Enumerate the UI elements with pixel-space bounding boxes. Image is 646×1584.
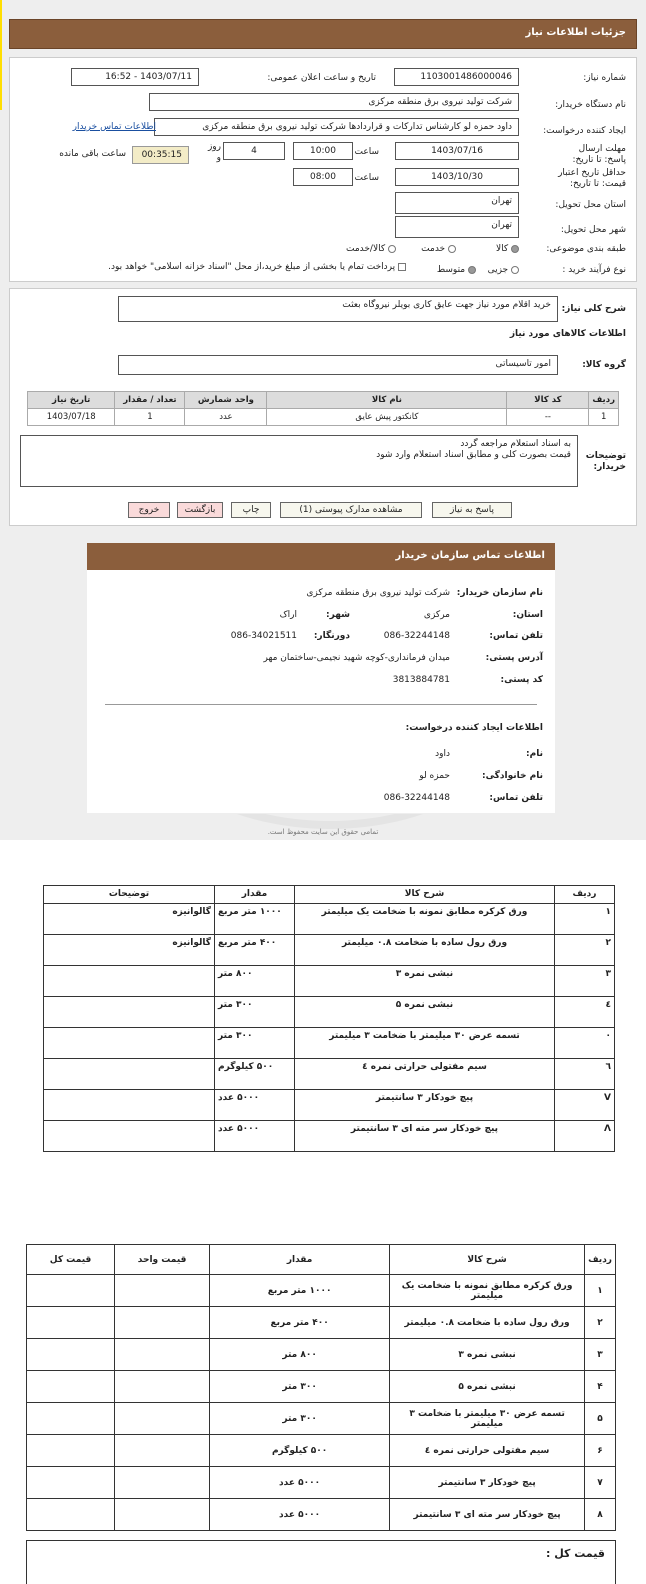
- cell[interactable]: [27, 1435, 115, 1467]
- cell: نبشی نمره ۳: [390, 1339, 585, 1371]
- contact-title: اطلاعات تماس سازمان خریدار: [87, 543, 555, 570]
- table-row: [44, 997, 615, 1028]
- table-row: [27, 1403, 616, 1435]
- cell: ۱: [555, 904, 615, 935]
- table-row: [27, 1371, 616, 1403]
- cell: کانکتور پیش عایق: [267, 409, 507, 426]
- cell[interactable]: [115, 1467, 210, 1499]
- cell: ۸۰۰ متر: [210, 1339, 390, 1371]
- cell: ٤: [555, 997, 615, 1028]
- process-medium-radio[interactable]: [468, 266, 476, 274]
- edge-marker: [0, 0, 2, 110]
- cell: ۲: [585, 1307, 616, 1339]
- days-field[interactable]: 4: [223, 142, 285, 160]
- cell: ۱۰۰۰ متر مربع: [215, 904, 295, 935]
- cell: [44, 1059, 215, 1090]
- price-table: [26, 1244, 616, 1531]
- min-time-label: ساعت: [354, 173, 379, 183]
- name-label: نام:: [526, 749, 543, 759]
- province-label: استان محل تحویل:: [555, 200, 626, 210]
- cell[interactable]: [27, 1339, 115, 1371]
- cell[interactable]: [115, 1435, 210, 1467]
- deadline-date-field[interactable]: 1403/07/16: [395, 142, 519, 160]
- name-value: داود: [435, 749, 450, 759]
- province-field[interactable]: تهران: [395, 192, 519, 214]
- summary-label: شرح کلی نیاز:: [561, 304, 626, 314]
- cell[interactable]: [115, 1403, 210, 1435]
- cell: ۸: [585, 1499, 616, 1531]
- cell: ۳۰۰ متر: [215, 997, 295, 1028]
- cell: ۶: [585, 1435, 616, 1467]
- cell: نبشی نمره ۵: [390, 1371, 585, 1403]
- category-both-label: کالا/خدمت: [345, 244, 386, 254]
- category-service-label: خدمت: [421, 244, 446, 254]
- min-time-field[interactable]: 08:00: [293, 168, 353, 186]
- min-date-label: حداقل تاریخ اعتبار قیمت: تا تاریخ:: [558, 168, 626, 189]
- cell: 1403/07/18: [28, 409, 115, 426]
- cell: ۴۰۰ متر مربع: [215, 935, 295, 966]
- cell: ورق کرکره مطابق نمونه با ضخامت یک میلیمتر: [295, 904, 555, 935]
- items-col-qty: تعداد / مقدار: [115, 392, 185, 409]
- province-label: استان:: [512, 610, 543, 620]
- address-value: میدان فرمانداری-کوچه شهید نجیمی-ساختمان مهر: [263, 653, 450, 663]
- cell: 1: [589, 409, 619, 426]
- price-col-desc: شرح کالا: [390, 1245, 585, 1275]
- price-col-total: قیمت کل: [27, 1245, 115, 1275]
- table-row: [27, 1275, 616, 1307]
- cell: نبشی نمره ۳: [295, 966, 555, 997]
- province-value: مرکزی: [423, 610, 450, 620]
- cell: سیم مفتولی حرارتی نمره ٤: [295, 1059, 555, 1090]
- print-button[interactable]: چاپ: [231, 502, 271, 518]
- cell[interactable]: [27, 1275, 115, 1307]
- city-value: اراک: [279, 610, 297, 620]
- exit-button[interactable]: خروج: [128, 502, 170, 518]
- buyer-contact-card: [86, 542, 556, 814]
- days-label: روز و: [207, 142, 221, 163]
- fax-label: دورنگار:: [313, 631, 350, 641]
- cell: [44, 997, 215, 1028]
- back-button[interactable]: بازگشت: [177, 502, 223, 518]
- remaining-time: 00:35:15: [132, 146, 189, 164]
- cell: --: [507, 409, 589, 426]
- need-no-field[interactable]: 1103001486000046: [394, 68, 519, 86]
- cell: ۰: [555, 1028, 615, 1059]
- cell[interactable]: [115, 1307, 210, 1339]
- cell: ۳۰۰ متر: [215, 1028, 295, 1059]
- phone-label: تلفن تماس:: [489, 631, 543, 641]
- spec-col-row: ردیف: [555, 886, 615, 904]
- creator-phone-value: 086-32244148: [383, 793, 450, 803]
- cell: پیچ خودکار ۳ سانتیمتر: [295, 1090, 555, 1121]
- cell: ۸۰۰ متر: [215, 966, 295, 997]
- cell: ۵۰۰ کیلوگرم: [210, 1435, 390, 1467]
- table-row: [27, 1307, 616, 1339]
- cell: ۵۰۰۰ عدد: [215, 1090, 295, 1121]
- cell[interactable]: [115, 1339, 210, 1371]
- cell: ٦: [555, 1059, 615, 1090]
- group-field[interactable]: امور تاسیساتی: [118, 355, 558, 375]
- category-label: طبقه بندی موضوعی:: [546, 244, 626, 254]
- buyer-notes-field[interactable]: [20, 435, 578, 487]
- cell: ۳۰۰ متر: [210, 1371, 390, 1403]
- buyer-label: نام دستگاه خریدار:: [555, 100, 626, 110]
- table-row: [44, 935, 615, 966]
- page-header: جزئیات اطلاعات نیاز: [9, 19, 637, 49]
- need-details-panel: [9, 57, 637, 282]
- buyer-notes-line1: به اسناد استعلام مراجعه گردد: [460, 439, 571, 449]
- cell: [44, 966, 215, 997]
- items-col-unit: واحد شمارش: [185, 392, 267, 409]
- cell[interactable]: [27, 1467, 115, 1499]
- cell: ۷: [585, 1467, 616, 1499]
- items-table: [27, 391, 619, 426]
- postal-value: 3813884781: [392, 675, 450, 685]
- process-label: نوع فرآیند خرید :: [562, 265, 626, 275]
- cell[interactable]: [115, 1275, 210, 1307]
- spec-table: [43, 885, 615, 1152]
- remaining-label: ساعت باقی مانده: [59, 149, 126, 159]
- cell: ورق رول ساده با ضخامت ۰.۸ میلیمتر: [295, 935, 555, 966]
- cell: ۵: [585, 1403, 616, 1435]
- cell[interactable]: [115, 1499, 210, 1531]
- cell: پیچ خودکار سر مته ای ۳ سانتیمتر: [390, 1499, 585, 1531]
- cell: ۵۰۰۰ عدد: [210, 1499, 390, 1531]
- items-col-name: نام کالا: [267, 392, 507, 409]
- reply-button[interactable]: پاسخ به نیاز: [432, 502, 512, 518]
- group-label: گروه کالا:: [582, 360, 626, 370]
- cell: عدد: [185, 409, 267, 426]
- category-goods-label: کالا: [495, 244, 509, 254]
- address-label: آدرس پستی:: [485, 653, 543, 663]
- cell[interactable]: [115, 1371, 210, 1403]
- cell: ۱۰۰۰ متر مربع: [210, 1275, 390, 1307]
- cell: پیچ خودکار ۳ سانتیمتر: [390, 1467, 585, 1499]
- min-date-field[interactable]: 1403/10/30: [395, 168, 519, 186]
- process-medium-label: متوسط: [436, 265, 466, 275]
- creator-title: اطلاعات ایجاد کننده درخواست:: [405, 723, 543, 733]
- table-row: [27, 1339, 616, 1371]
- price-col-unit-price: قیمت واحد: [115, 1245, 210, 1275]
- cell: ۲: [555, 935, 615, 966]
- creator-field[interactable]: داود حمزه لو کارشناس تدارکات و قراردادها شرکت تولید نیروی برق منطقه مرکزی: [154, 118, 519, 136]
- table-row: [44, 966, 615, 997]
- announce-label: تاریخ و ساعت اعلان عمومی:: [267, 73, 376, 83]
- spec-col-desc: شرح کالا: [295, 886, 555, 904]
- goods-info-title: اطلاعات کالاهای مورد نیاز: [509, 329, 626, 339]
- phone-value: 086-32244148: [383, 631, 450, 641]
- cell: [44, 1090, 215, 1121]
- payment-checkbox[interactable]: [398, 263, 406, 271]
- table-row: [28, 409, 619, 426]
- deadline-label: مهلت ارسال پاسخ: تا تاریخ:: [572, 144, 626, 165]
- items-col-row: ردیف: [589, 392, 619, 409]
- cell: ۳۰۰ متر: [210, 1403, 390, 1435]
- cell: گالوانیزه: [44, 904, 215, 935]
- total-price-box: [26, 1540, 616, 1584]
- cell[interactable]: [27, 1403, 115, 1435]
- items-col-date: تاریخ نیاز: [28, 392, 115, 409]
- table-row: [44, 1028, 615, 1059]
- table-row: [44, 1090, 615, 1121]
- postal-label: کد پستی:: [500, 675, 543, 685]
- cell: ۴۰۰ متر مربع: [210, 1307, 390, 1339]
- cell: Λ: [555, 1121, 615, 1152]
- table-row: [44, 1121, 615, 1152]
- spec-col-qty: مقدار: [215, 886, 295, 904]
- cell: ۱: [585, 1275, 616, 1307]
- cell[interactable]: [27, 1499, 115, 1531]
- cell[interactable]: [27, 1307, 115, 1339]
- summary-field[interactable]: خرید اقلام مورد نیاز جهت عایق کاری بویلر نیروگاه بعثت: [118, 296, 558, 322]
- table-row: [27, 1435, 616, 1467]
- process-partial-label: جزیی: [487, 265, 509, 275]
- cell: ۵۰۰۰ عدد: [210, 1467, 390, 1499]
- deadline-time-field[interactable]: 10:00: [293, 142, 353, 160]
- category-service-radio[interactable]: [448, 245, 456, 253]
- table-row: [27, 1467, 616, 1499]
- need-no-label: شماره نیاز:: [583, 73, 626, 83]
- category-goods-radio[interactable]: [511, 245, 519, 253]
- deadline-time-label: ساعت: [354, 147, 379, 157]
- cell: ۴: [585, 1371, 616, 1403]
- table-row: [44, 1059, 615, 1090]
- city-label: شهر:: [326, 610, 350, 620]
- divider: [105, 704, 537, 705]
- buyer-field[interactable]: شرکت تولید نیروی برق منطقه مرکزی: [149, 93, 519, 111]
- price-col-qty: مقدار: [210, 1245, 390, 1275]
- payment-note: پرداخت تمام یا بخشی از مبلغ خرید،از محل "اسناد خزانه اسلامی" خواهد بود.: [108, 262, 396, 272]
- buyer-contact-link[interactable]: اطلاعات تماس خریدار: [72, 122, 156, 132]
- org-label: نام سازمان خریدار:: [456, 588, 543, 598]
- cell: ورق رول ساده با ضخامت ۰.۸ میلیمتر: [390, 1307, 585, 1339]
- process-partial-radio[interactable]: [511, 266, 519, 274]
- cell: ۳: [555, 966, 615, 997]
- buyer-notes-label: توضیحات خریدار:: [585, 451, 626, 472]
- category-both-radio[interactable]: [388, 245, 396, 253]
- buyer-notes-line2: قیمت بصورت کلی و مطابق اسناد استعلام وارد شود: [376, 450, 571, 460]
- table-row: [27, 1499, 616, 1531]
- cell: V: [555, 1090, 615, 1121]
- cell[interactable]: [27, 1371, 115, 1403]
- creator-phone-label: تلفن تماس:: [489, 793, 543, 803]
- cell: ۳: [585, 1339, 616, 1371]
- copyright-footer: تمامی حقوق این سایت محفوظ است.: [267, 828, 379, 836]
- family-value: حمزه لو: [419, 771, 450, 781]
- price-col-row: ردیف: [585, 1245, 616, 1275]
- cell: تسمه عرض ۳۰ میلیمتر با ضخامت ۳ میلیمتر: [390, 1403, 585, 1435]
- cell: 1: [115, 409, 185, 426]
- city-field[interactable]: تهران: [395, 216, 519, 238]
- table-row: [44, 904, 615, 935]
- org-value: شرکت تولید نیروی برق منطقه مرکزی: [306, 588, 450, 598]
- view-docs-button[interactable]: مشاهده مدارک پیوستی (1): [280, 502, 422, 518]
- creator-label: ایجاد کننده درخواست:: [543, 126, 626, 136]
- cell: [44, 1028, 215, 1059]
- cell: گالوانیزه: [44, 935, 215, 966]
- cell: ۵۰۰ کیلوگرم: [215, 1059, 295, 1090]
- cell: ۵۰۰۰ عدد: [215, 1121, 295, 1152]
- fax-value: 086-34021511: [230, 631, 297, 641]
- cell: نبشی نمره ۵: [295, 997, 555, 1028]
- cell: سیم مفتولی حرارتی نمره ٤: [390, 1435, 585, 1467]
- city-label: شهر محل تحویل:: [560, 225, 626, 235]
- cell: ورق کرکره مطابق نمونه با ضخامت یک میلیمتر: [390, 1275, 585, 1307]
- total-label: قیمت کل :: [546, 1547, 605, 1560]
- family-label: نام خانوادگی:: [481, 771, 543, 781]
- cell: [44, 1121, 215, 1152]
- announce-field[interactable]: 1403/07/11 - 16:52: [71, 68, 199, 86]
- cell: پیچ خودکار سر مته ای ۳ سانتیمتر: [295, 1121, 555, 1152]
- cell: تسمه عرض ۳۰ میلیمتر با ضخامت ۳ میلیمتر: [295, 1028, 555, 1059]
- items-col-code: کد کالا: [507, 392, 589, 409]
- spec-col-notes: توضیحات: [44, 886, 215, 904]
